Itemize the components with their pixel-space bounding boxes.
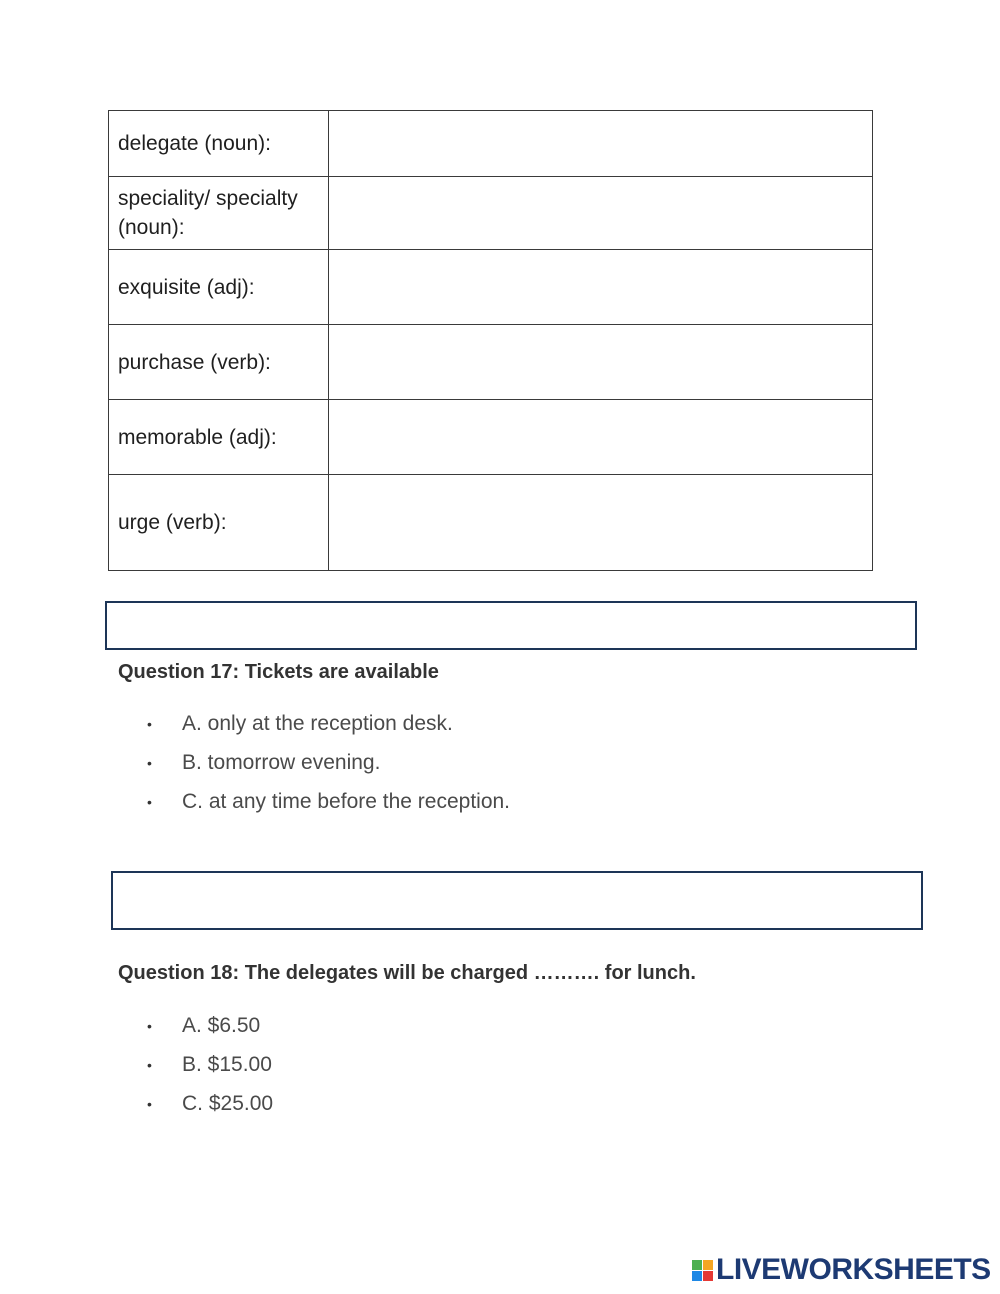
option-text: C. at any time before the reception. [182,790,511,813]
logo-text: LIVEWORKSHEETS [716,1253,991,1286]
bullet-icon: • [147,1018,152,1034]
logo-blocks-icon [692,1260,713,1281]
answer-box-q17[interactable] [105,601,917,650]
term-cell: memorable (adj): [109,400,329,475]
answer-cell[interactable] [329,325,873,400]
bullet-icon: • [147,755,152,771]
question-18-title: Question 18: The delegates will be charged ………. for lunch. [118,962,696,984]
table-row [109,475,873,571]
term-cell: speciality/ specialty (noun): [109,177,329,250]
vocabulary-table [108,110,873,571]
option-text: B. $15.00 [182,1053,272,1076]
answer-cell[interactable] [329,177,873,250]
answer-box-q18[interactable] [111,871,923,930]
table-row [109,250,873,325]
definition-input[interactable] [329,354,872,371]
definition-input[interactable] [329,205,872,222]
option-text: B. tomorrow evening. [182,751,381,774]
table-row [109,325,873,400]
term-cell: urge (verb): [109,475,329,571]
answer-cell[interactable] [329,250,873,325]
answer-cell[interactable] [329,400,873,475]
answer-cell[interactable] [329,111,873,177]
answer-cell[interactable] [329,475,873,571]
option-text: A. $6.50 [182,1014,261,1037]
bullet-icon: • [147,1096,152,1112]
bullet-icon: • [147,1057,152,1073]
answer-input-q18[interactable] [113,873,921,928]
table-row [109,111,873,177]
option-text: C. $25.00 [182,1092,274,1115]
definition-input[interactable] [329,135,872,152]
definition-input[interactable] [329,429,872,446]
table-row [109,177,873,250]
term-cell: purchase (verb): [109,325,329,400]
liveworksheets-logo [692,1253,991,1287]
definition-input[interactable] [329,514,872,531]
logo-block-icon [692,1271,702,1281]
definition-input[interactable] [329,279,872,296]
term-cell: delegate (noun): [109,111,329,177]
table-row [109,400,873,475]
bullet-icon: • [147,794,152,810]
answer-input-q17[interactable] [107,603,915,648]
question-17-title: Question 17: Tickets are available [118,661,439,683]
logo-block-icon [692,1260,702,1270]
term-cell: exquisite (adj): [109,250,329,325]
bullet-icon: • [147,716,152,732]
logo-block-icon [703,1260,713,1270]
option-text: A. only at the reception desk. [182,712,453,735]
logo-block-icon [703,1271,713,1281]
